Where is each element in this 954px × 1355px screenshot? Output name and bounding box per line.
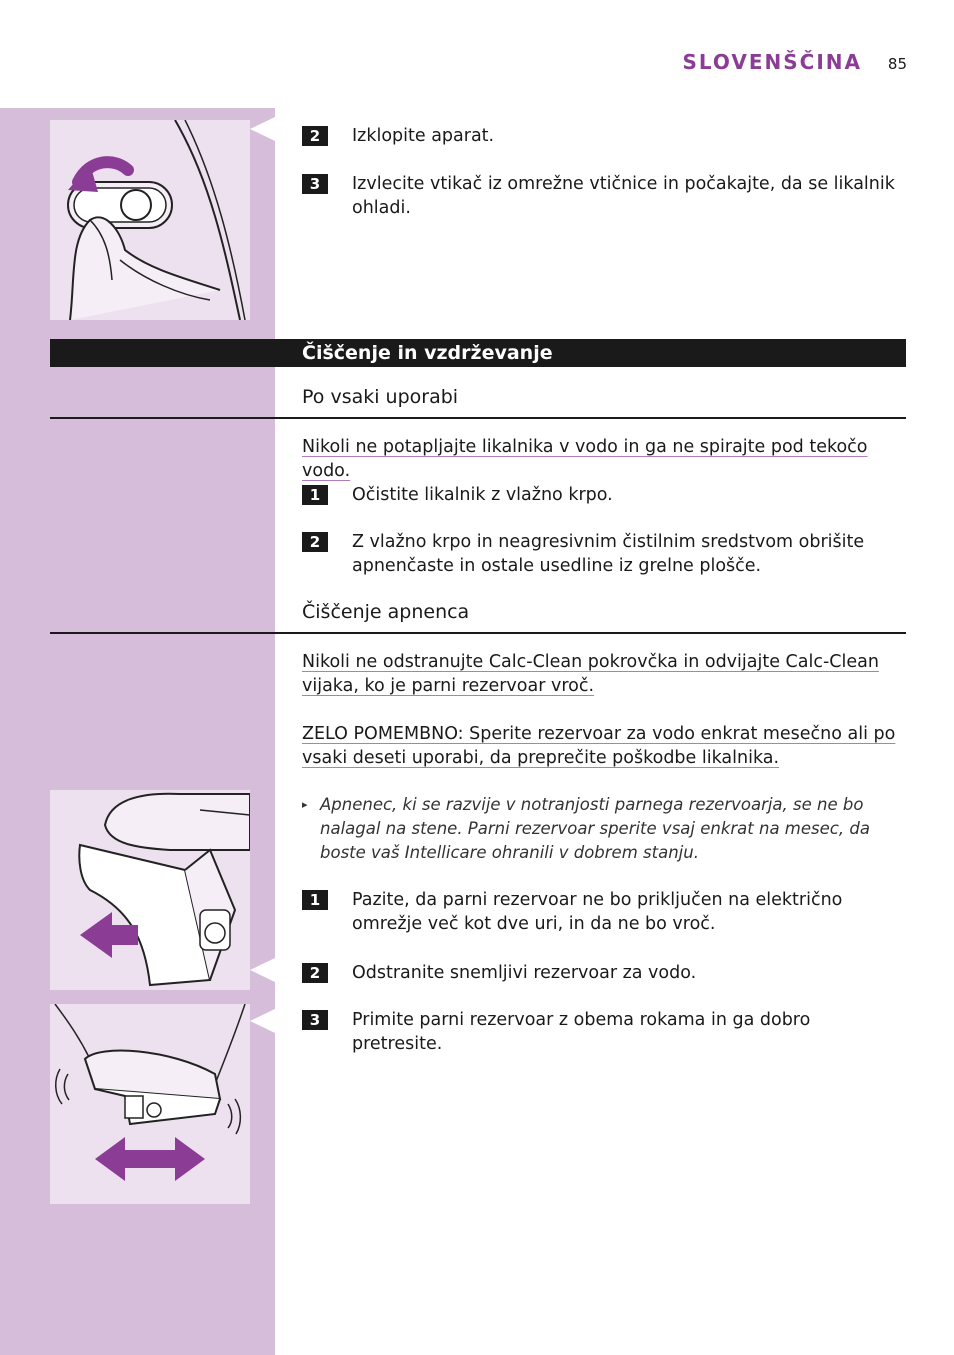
hand-switch-icon bbox=[50, 120, 250, 320]
warning-text: Nikoli ne odstranujte Calc-Clean pokrovčka in odvijajte Calc-Clean vijaka, ko je parni rezervoar vroč. bbox=[302, 652, 879, 696]
note bbox=[302, 793, 912, 865]
subsection-title: Čiščenje apnenca bbox=[302, 601, 470, 623]
section-rule bbox=[50, 632, 906, 634]
step-number: 1 bbox=[302, 890, 328, 910]
tank-removal-icon bbox=[50, 790, 250, 990]
step-number: 2 bbox=[302, 963, 328, 983]
warning-text: ZELO POMEMBNO: Sperite rezervoar za vodo enkrat mesečno ali po vsaki deseti uporabi, da preprečite poškodbe likalnika. bbox=[302, 724, 896, 768]
shake-tank-icon bbox=[50, 1004, 250, 1204]
step-text: Pazite, da parni rezervoar ne bo priključen na električno omrežje več kot dve uri, in da ne bo vroč. bbox=[352, 890, 843, 934]
illustration-remove-tank bbox=[50, 790, 250, 990]
step-number: 2 bbox=[302, 126, 328, 146]
warning-text: Nikoli ne potapljajte likalnika v vodo in ga ne spirajte pod tekočo vodo. bbox=[302, 437, 868, 481]
step-number: 2 bbox=[302, 532, 328, 552]
note-text: Apnenec, ki se razvije v notranjosti parnega rezervoarja, se ne bo nalagal na stene. Parni rezervoar sperite vsaj enkrat na mesec, da boste vaš Intellicare ohranili v dobrem stanju. bbox=[320, 795, 870, 862]
bullet-icon: ▸ bbox=[302, 798, 308, 811]
step-number: 3 bbox=[302, 174, 328, 194]
step-text: Očistite likalnik z vlažno krpo. bbox=[352, 485, 613, 505]
header-language: SLOVENŠČINA bbox=[682, 50, 862, 74]
step-text: Z vlažno krpo in neagresivnim čistilnim sredstvom obrišite apnenčaste in ostale usedline iz grelne plošče. bbox=[352, 532, 865, 576]
illustration-shake-tank bbox=[50, 1004, 250, 1204]
subsection-title: Po vsaki uporabi bbox=[302, 386, 459, 408]
step-text: Odstranite snemljivi rezervoar za vodo. bbox=[352, 963, 697, 983]
sidebar-notch bbox=[250, 1009, 275, 1033]
page-number: 85 bbox=[887, 55, 907, 73]
step-text: Izvlecite vtikač iz omrežne vtičnice in počakajte, da se likalnik ohladi. bbox=[352, 174, 895, 218]
step-number: 3 bbox=[302, 1010, 328, 1030]
step-text: Izklopite aparat. bbox=[352, 126, 495, 146]
section-title: Čiščenje in vzdrževanje bbox=[302, 342, 553, 364]
section-rule bbox=[50, 417, 906, 419]
illustration-switch-off bbox=[50, 120, 250, 320]
step-number: 1 bbox=[302, 485, 328, 505]
step-text: Primite parni rezervoar z obema rokama in ga dobro pretresite. bbox=[352, 1010, 811, 1054]
sidebar-notch bbox=[250, 117, 275, 141]
sidebar-notch bbox=[250, 958, 275, 982]
